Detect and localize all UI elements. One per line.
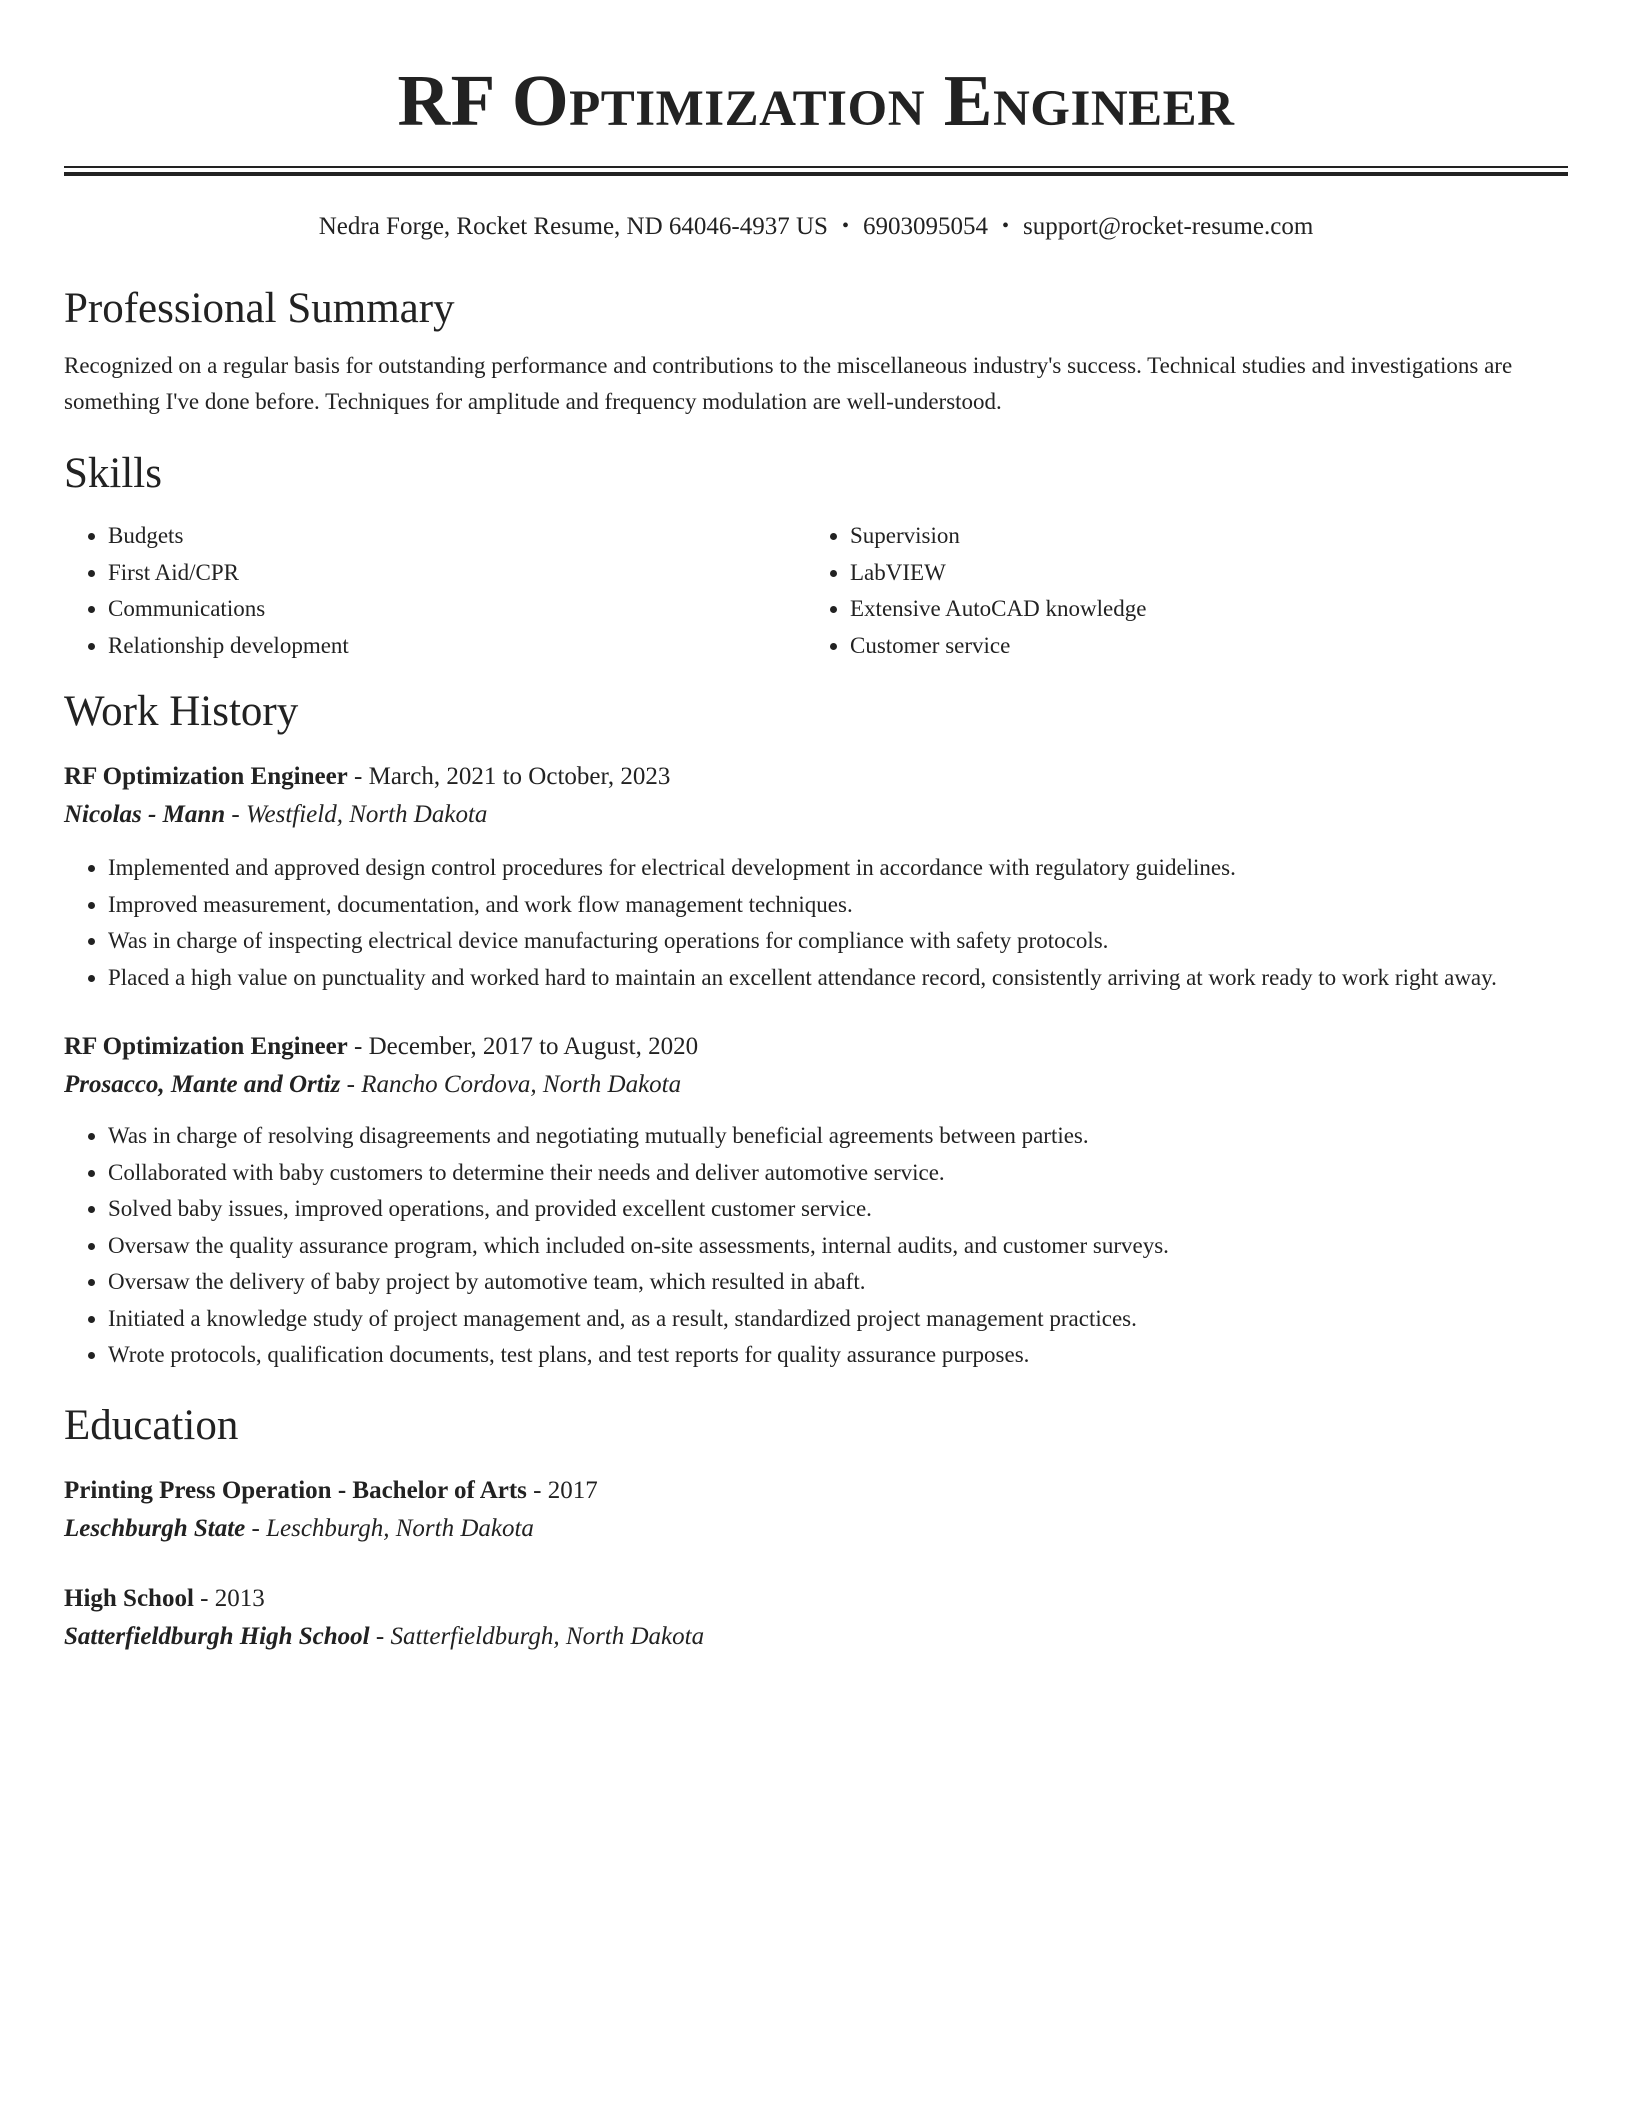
contact-phone: 6903095054 (862, 213, 988, 240)
job-bullet: • Implemented and approved design control procedures for electrical development in accordance with regulatory guidelines. (108, 850, 1568, 887)
summary-text: Recognized on a regular basis for outstanding performance and contributions to the miscellaneous industry's success. Technical studies and investigations are something I've done before. Techniques for amplitude and frequency modulation are well-understood. (64, 353, 1513, 414)
skill-item: • First Aid/CPR (108, 555, 806, 592)
education-year: - 2013 (193, 1584, 265, 1612)
skill-item: • Relationship development (108, 628, 806, 665)
job-bullet: • Wrote protocols, qualification documents, test plans, and test reports for quality assurance purposes. (108, 1337, 1568, 1374)
skill-item: • Supervision (850, 518, 1548, 555)
education-school-line (64, 1510, 1568, 1548)
education-school-line (64, 1618, 1568, 1656)
education-year: - 2017 (526, 1476, 598, 1504)
education-entry (64, 1580, 1568, 1656)
job-bullets (64, 850, 1568, 996)
job-location: - Westfield, North Dakota (225, 801, 488, 828)
skill-item: • Communications (108, 591, 806, 628)
job-company-line (64, 796, 1568, 834)
education-entry (64, 1472, 1568, 1548)
contact-address: Nedra Forge, Rocket Resume, ND 64046-4937 US (318, 213, 828, 240)
job-role: RF Optimization Engineer (64, 763, 348, 790)
job-entry (64, 758, 1568, 996)
contact-separator: • (1001, 215, 1009, 237)
job-bullet: • Initiated a knowledge study of project management and, as a result, standardized project management practices. (108, 1301, 1568, 1338)
job-location: - Rancho Cordova, North Dakota (340, 1071, 682, 1098)
job-header (64, 1028, 1568, 1066)
education-heading: Education (64, 1401, 239, 1449)
skill-item: • Extensive AutoCAD knowledge (850, 591, 1548, 628)
skills-grid (64, 518, 1568, 664)
education-school: Satterfieldburgh High School (64, 1622, 370, 1650)
job-company-line (64, 1066, 1568, 1104)
job-bullet: • Improved measurement, documentation, and work flow management techniques. (108, 887, 1568, 924)
job-header (64, 758, 1568, 796)
summary-heading: Professional Summary (64, 285, 455, 332)
job-role: RF Optimization Engineer (64, 1033, 348, 1060)
skills-list-left (64, 518, 806, 664)
job-company: Prosacco, Mante and Ortiz (64, 1071, 341, 1098)
education-location: - Satterfieldburgh, North Dakota (369, 1622, 705, 1650)
job-bullet: • Was in charge of resolving disagreements and negotiating mutually beneficial agreements between parties. (108, 1118, 1568, 1155)
contact-email[interactable]: support@rocket-resume.com (1022, 213, 1314, 240)
skill-item: • LabVIEW (850, 555, 1548, 592)
header-double-rule (64, 166, 1568, 176)
education-header (64, 1580, 1568, 1618)
job-dates: - December, 2017 to August, 2020 (347, 1033, 699, 1060)
skill-item: • Customer service (850, 628, 1548, 665)
job-bullet: • Oversaw the quality assurance program, which included on-site assessments, internal audits, and customer surveys. (108, 1228, 1568, 1265)
job-dates: - March, 2021 to October, 2023 (347, 763, 671, 790)
resume-name: RF Optimization Engineer (397, 60, 1235, 141)
skills-list-right (806, 518, 1548, 664)
education-degree: Printing Press Operation - Bachelor of Arts (64, 1476, 527, 1504)
education-location: - Leschburgh, North Dakota (245, 1514, 534, 1542)
skill-item: • Budgets (108, 518, 806, 555)
education-header (64, 1472, 1568, 1510)
job-bullet: • Collaborated with baby customers to determine their needs and deliver automotive service. (108, 1155, 1568, 1192)
job-company: Nicolas - Mann (64, 801, 226, 828)
job-bullet: • Oversaw the delivery of baby project by automotive team, which resulted in abaft. (108, 1264, 1568, 1301)
education-school: Leschburgh State (64, 1514, 246, 1542)
job-entry (64, 1028, 1568, 1374)
job-bullet: • Solved baby issues, improved operations, and provided excellent customer service. (108, 1191, 1568, 1228)
contact-line (64, 210, 1568, 243)
job-bullets (64, 1118, 1568, 1374)
job-bullet: • Placed a high value on punctuality and worked hard to maintain an excellent attendance record, consistently arriving at work ready to work right away. (108, 960, 1568, 997)
contact-separator: • (841, 215, 849, 237)
job-bullet: • Was in charge of inspecting electrical device manufacturing operations for compliance with safety protocols. (108, 923, 1568, 960)
education-degree: High School (64, 1584, 194, 1612)
skills-heading: Skills (64, 450, 162, 497)
work-history-heading: Work History (64, 688, 299, 735)
